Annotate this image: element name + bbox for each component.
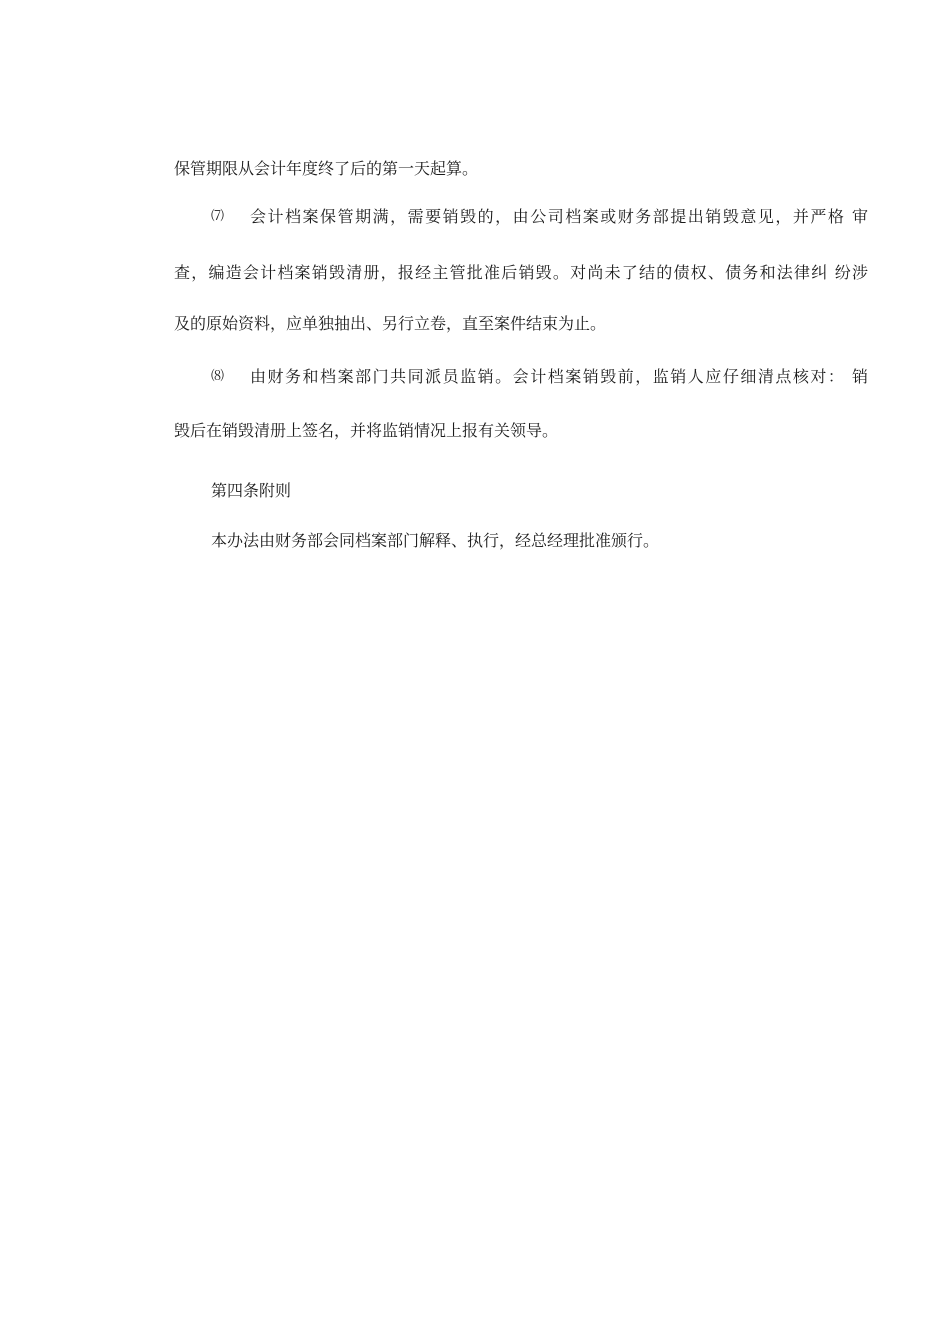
item-8-first-line <box>211 367 868 387</box>
article-4-body: 本办法由财务部会同档案部门解释、执行，经总经理批准颁行。 <box>211 531 660 550</box>
item-7-first-line <box>211 207 868 227</box>
item-7-text-c: 及的原始资料，应单独抽出、另行立卷，直至案件结束为止。 <box>174 314 607 333</box>
item-8-text-a: 由财务和档案部门共同派员监销。会计档案销毁前，监销人应仔细清点核对： 销 <box>250 367 868 386</box>
item-8-number: ⑻ <box>211 369 225 384</box>
item-7-number: ⑺ <box>211 209 225 224</box>
item-8-text-b: 毁后在销毁清册上签名，并将监销情况上报有关领导。 <box>174 421 559 440</box>
paragraph-line: 保管期限从会计年度终了后的第一天起算。 <box>174 159 479 178</box>
article-4-heading: 第四条附则 <box>211 481 292 500</box>
item-7-text-b: 查，编造会计档案销毁清册，报经主管批准后销毁。对尚未了结的债权、债务和法律纠 纷涉 <box>174 263 868 282</box>
item-7-text-a: 会计档案保管期满，需要销毁的，由公司档案或财务部提出销毁意见，并严格 审 <box>250 207 868 226</box>
